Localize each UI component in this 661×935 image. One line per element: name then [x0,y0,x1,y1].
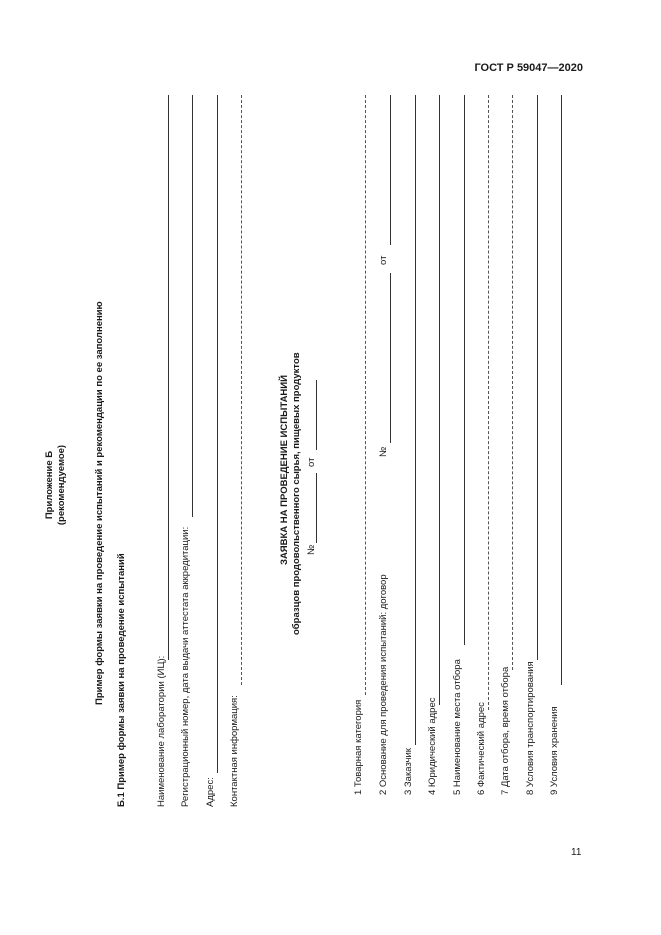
form-num-label: № [306,544,317,555]
form-from-label: от [306,457,317,467]
item-2-num-line[interactable] [390,273,391,443]
address-label: Адрес: [205,777,216,807]
lab-name-line[interactable] [168,95,169,660]
item-5-label: 5 Наименование места отбора [452,659,463,795]
form-date-line[interactable] [316,380,317,450]
item-1-label: 1 Товарная категория [353,699,364,795]
item-1-line[interactable] [365,95,366,695]
address-line[interactable] [217,95,218,773]
item-2-num-label: № [378,446,389,457]
item-9-line[interactable] [561,95,562,685]
lab-name-label: Наименование лаборатории (ИЦ): [156,655,167,807]
item-6-line[interactable] [488,95,489,710]
accreditation-line[interactable] [192,95,193,517]
standard-number: ГОСТ Р 59047—2020 [474,62,583,74]
page-number: 11 [571,847,582,858]
item-3-label: 3 Заказчик [403,748,414,795]
form-num-line[interactable] [316,473,317,543]
appendix-title: Приложение Б [44,450,55,520]
item-4-line[interactable] [439,95,440,705]
rotated-form-page [44,135,656,835]
form-subtitle: образцов продовольственного сырья, пищевых продуктов [291,352,302,635]
form-title: ЗАЯВКА НА ПРОВЕДЕНИЕ ИСПЫТАНИЙ [279,375,290,565]
item-2-from-label: от [378,255,389,265]
item-9-label: 9 Условия хранения [549,706,560,795]
appendix-status: (рекомендуемое) [56,444,67,526]
item-6-label: 6 Фактический адрес [476,702,487,795]
item-5-line[interactable] [464,95,465,645]
contact-label: Контактная информация: [229,695,240,807]
accreditation-label: Регистрационный номер, дата выдачи аттестата аккредитации: [180,526,191,807]
item-2-label: 2 Основание для проведения испытаний: договор [378,574,389,795]
item-4-label: 4 Юридический адрес [427,697,438,795]
item-3-line[interactable] [415,95,416,745]
item-7-line[interactable] [512,95,513,670]
appendix-heading: Пример формы заявки на проведение испытаний и рекомендации по ее заполнению [94,301,105,705]
section-title: Б.1 Пример формы заявки на проведение испытаний [116,553,127,807]
item-8-line[interactable] [537,95,538,660]
contact-line[interactable] [241,95,242,685]
item-2-date-line[interactable] [390,95,391,245]
item-7-label: 7 Дата отбора, время отбора [500,666,511,795]
item-8-label: 8 Условия транспортирования [525,661,536,795]
